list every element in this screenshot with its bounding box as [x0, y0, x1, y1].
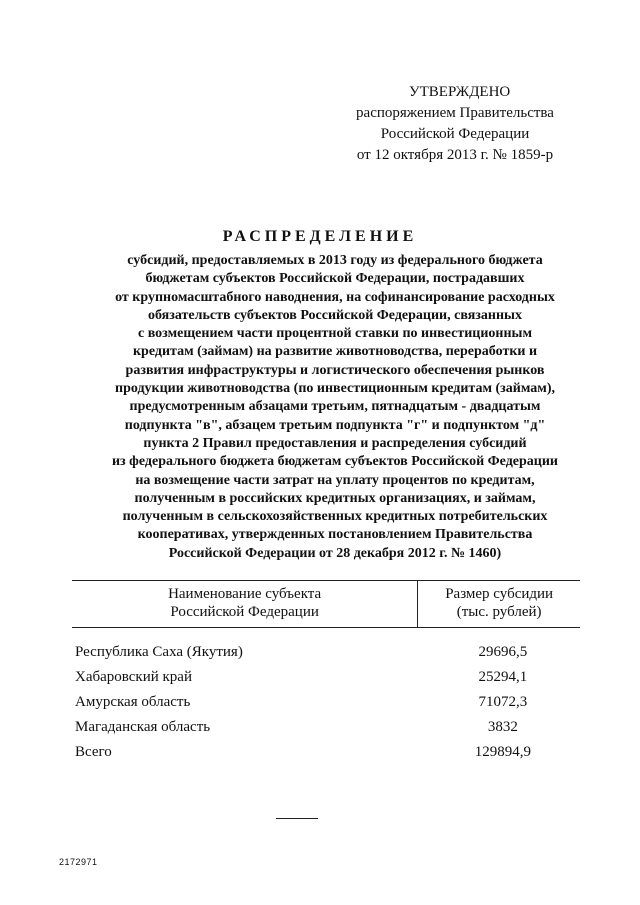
table-body: [72, 628, 580, 766]
header-region-line-2: Российской Федерации: [170, 604, 319, 620]
region-name: Магаданская область: [75, 719, 211, 735]
total-amount: 129894,9: [474, 744, 531, 760]
table-row: [72, 628, 580, 666]
subsidy-amount: 29696,5: [478, 644, 528, 660]
approval-line-1: распоряжением Правительства: [356, 105, 554, 121]
end-divider: [276, 818, 318, 819]
subtitle-line: пункта 2 Правил предоставления и распределения субсидий: [143, 435, 527, 451]
subtitle-line: Российской Федерации от 28 декабря 2012 г. № 1460): [168, 545, 502, 561]
subtitle-line: с возмещением части процентной ставки по инвестиционным: [137, 326, 533, 342]
approval-stamp: [330, 82, 620, 166]
header-amount-line-2: (тыс. рублей): [456, 604, 542, 620]
document-title: РАСПРЕДЕЛЕНИЕ: [222, 228, 418, 245]
subtitle-line: кредитам (займам) на развитие животноводства, переработки и: [132, 344, 538, 360]
subtitle-line: обязательств субъектов Российской Федерации, связанных: [148, 307, 522, 323]
approval-line-2: Российской Федерации: [380, 126, 530, 142]
header-region-line-1: Наименование субъекта: [168, 586, 322, 602]
subsidy-amount: 71072,3: [478, 694, 528, 710]
approval-line-3: от 12 октября 2013 г. № 1859-р: [356, 147, 554, 163]
subtitle-line: кооперативах, утвержденных постановлением Правительства: [137, 527, 533, 543]
subtitle-line: подпункта "в", абзацем третьим подпункта "г" и подпунктом "д": [124, 417, 546, 433]
header-subsidy-amount: [418, 581, 580, 628]
subsidy-table: [72, 580, 580, 765]
document-subtitle: [50, 252, 620, 563]
table-row: [72, 690, 580, 715]
subtitle-line: на возмещение части затрат на уплату процентов по кредитам,: [135, 472, 535, 488]
header-row: [72, 581, 580, 628]
total-label: Всего: [75, 744, 112, 760]
table-row: [72, 715, 580, 740]
header-amount-line-1: Размер субсидии: [445, 586, 554, 602]
document-number: 2172971: [59, 857, 98, 867]
region-name: Республика Саха (Якутия): [75, 644, 243, 660]
subtitle-line: предусмотренным абзацами третьим, пятнадцатым - двадцатым: [129, 399, 541, 415]
subtitle-line: субсидий, предоставляемых в 2013 году из федерального бюджета: [127, 253, 543, 268]
region-name: Хабаровский край: [75, 669, 192, 685]
table-row-total: [72, 740, 580, 765]
subtitle-line: продукции животноводства (по инвестиционным кредитам (займам),: [115, 381, 555, 397]
header-region-name: [72, 581, 418, 628]
approved-label: УТВЕРЖДЕНО: [409, 84, 511, 100]
subtitle-line: из федерального бюджета бюджетам субъектов Российской Федерации: [111, 454, 558, 470]
subtitle-line: развития инфраструктуры и логистического обеспечения рынков: [125, 362, 545, 378]
table-header: [72, 581, 580, 628]
subtitle-line: бюджетам субъектов Российской Федерации, пострадавших: [145, 271, 525, 287]
table-row: [72, 665, 580, 690]
subtitle-line: от крупномасштабного наводнения, на софинансирование расходных: [115, 289, 555, 305]
subsidy-amount: 3832: [487, 719, 518, 735]
region-name: Амурская область: [75, 694, 191, 710]
subtitle-line: полученным в российских кредитных организациях, и займам,: [134, 490, 536, 506]
subtitle-line: полученным в сельскохозяйственных кредитных потребительских: [122, 509, 548, 525]
subsidy-amount: 25294,1: [478, 669, 528, 685]
